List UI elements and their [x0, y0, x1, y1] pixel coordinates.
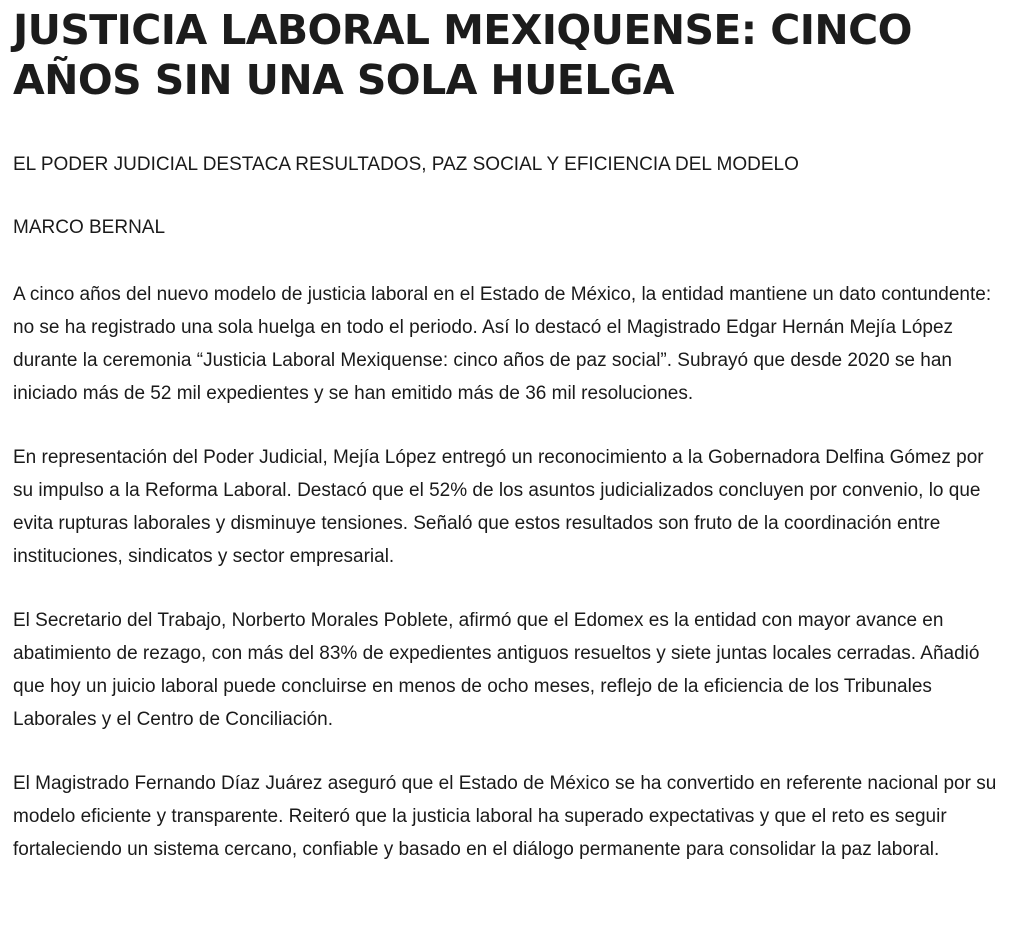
article-paragraph-1: A cinco años del nuevo modelo de justicia laboral en el Estado de México, la entidad mantiene un dato contundente: no se ha registrado una sola huelga en todo el periodo. Así lo destacó el Magistrado Edgar Hernán Mejía López durante la ceremonia “Justicia Laboral Mexiquense: cinco años de paz social”. Subrayó que desde 2020 se han iniciado más de 52 mil expedientes y se han emitido más de 36 mil resoluciones. — [13, 284, 992, 404]
article-subheadline: EL PODER JUDICIAL DESTACA RESULTADOS, PAZ SOCIAL Y EFICIENCIA DEL MODELO — [13, 154, 799, 175]
article-author: MARCO BERNAL — [13, 217, 166, 238]
article-paragraph-3: El Secretario del Trabajo, Norberto Morales Poblete, afirmó que el Edomex es la entidad con mayor avance en abatimiento de rezago, con más del 83% de expedientes antiguos resueltos y siete juntas locales cerradas. Añadió que hoy un juicio laboral puede concluirse en menos de ocho meses, reflejo de la eficiencia de los Tribunales Laborales y el Centro de Conciliación. — [13, 610, 980, 730]
article-headline: JUSTICIA LABORAL MEXIQUENSE: CINCO AÑOS SIN UNA SOLA HUELGA — [13, 6, 912, 104]
article-paragraph-2: En representación del Poder Judicial, Mejía López entregó un reconocimiento a la Gobernadora Delfina Gómez por su impulso a la Reforma Laboral. Destacó que el 52% de los asuntos judicializados concluyen por convenio, lo que evita rupturas laborales y disminuye tensiones. Señaló que estos resultados son fruto de la coordinación entre instituciones, sindicatos y sector empresarial. — [13, 447, 984, 567]
news-article — [13, 0, 1003, 866]
article-paragraph-4: El Magistrado Fernando Díaz Juárez aseguró que el Estado de México se ha convertido en referente nacional por su modelo eficiente y transparente. Reiteró que la justicia laboral ha superado expectativas y que el reto es seguir fortaleciendo un sistema cercano, confiable y basado en el diálogo permanente para consolidar la paz laboral. — [13, 773, 997, 860]
